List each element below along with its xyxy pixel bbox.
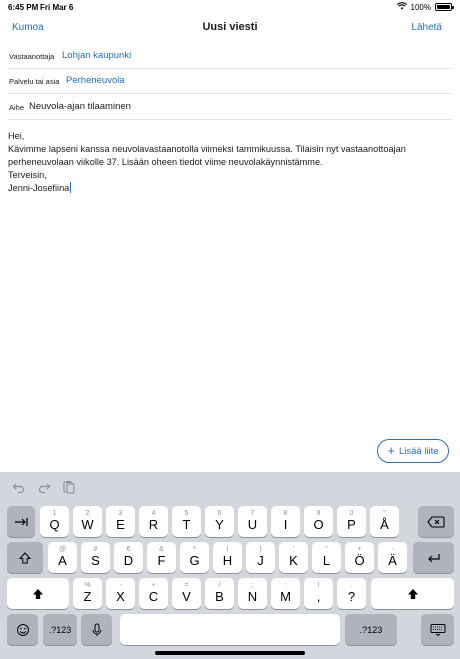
space-key[interactable] [120, 614, 340, 645]
key[interactable] [172, 506, 201, 537]
key-alt-label: 6 [217, 510, 222, 517]
key[interactable] [312, 542, 341, 573]
nav-bar [0, 14, 460, 44]
backspace-key[interactable] [418, 506, 454, 537]
page-title: Uusi viesti [202, 21, 258, 33]
message-line: Hei, [8, 131, 25, 141]
key[interactable] [370, 506, 399, 537]
cancel-button[interactable]: Kumoa [12, 22, 44, 33]
recipient-row[interactable] [0, 43, 460, 69]
send-button[interactable]: Lähetä [411, 22, 442, 33]
key[interactable] [337, 506, 366, 537]
caps-lock-key[interactable] [7, 542, 43, 573]
key[interactable] [180, 542, 209, 573]
key[interactable] [106, 506, 135, 537]
key-label: P [347, 517, 356, 532]
key-alt-label: / [218, 582, 221, 589]
key-label: X [116, 589, 125, 604]
key-label: B [215, 589, 224, 604]
key-alt-label: @ [58, 546, 67, 553]
key-alt-label: 3 [118, 510, 123, 517]
key-label: D [123, 553, 134, 568]
home-indicator [155, 651, 305, 655]
key-label: E [116, 517, 125, 532]
key[interactable] [271, 578, 300, 609]
key-label: K [289, 553, 298, 568]
message-line: Jenni-Josefiina [8, 183, 70, 193]
key-label: S [91, 553, 100, 568]
key-alt-label: + [151, 582, 156, 589]
key-alt-label: 7 [250, 510, 255, 517]
emoji-key[interactable] [7, 614, 38, 645]
key-label: I [283, 517, 288, 532]
key-alt-label: 0 [349, 510, 354, 517]
key-alt-label: 4 [151, 510, 156, 517]
keyboard-toolbar [0, 472, 460, 502]
key[interactable] [205, 578, 234, 609]
key-label: Ä [388, 553, 397, 568]
add-attachment-label: Lisää liite [398, 445, 439, 457]
key[interactable] [139, 578, 168, 609]
key-label: U [247, 517, 258, 532]
key-alt-label: " [325, 546, 328, 553]
key[interactable] [213, 542, 242, 573]
recipient-value[interactable]: Lohjan kaupunki [62, 50, 132, 61]
key[interactable] [238, 506, 267, 537]
battery-percent: 100% [410, 2, 431, 12]
numbers-key-right[interactable] [345, 614, 397, 645]
key-label: ? [347, 589, 356, 604]
key-alt-label: = [184, 582, 189, 589]
key-label: L [322, 553, 331, 568]
key[interactable] [238, 578, 267, 609]
key-alt-label: 8 [283, 510, 288, 517]
key-alt-label: 9 [316, 510, 321, 517]
service-value[interactable]: Perheneuvola [66, 75, 125, 86]
numbers-key-label: .?123 [48, 624, 72, 635]
shift-key-left[interactable] [7, 578, 69, 609]
key-alt-label: 2 [85, 510, 90, 517]
key-alt-label: ( [226, 546, 229, 553]
divider [8, 119, 452, 120]
key-alt-label: - [391, 546, 394, 553]
key-label: N [247, 589, 258, 604]
status-bar [0, 0, 460, 14]
key[interactable] [271, 506, 300, 537]
key[interactable] [304, 578, 333, 609]
key[interactable] [40, 506, 69, 537]
key-label: , [316, 589, 321, 604]
message-line: Kävimme lapseni kanssa neuvolavastaanotolla viimeksi tammikuussa. Tilaisin nyt vastaanottoajan [8, 144, 406, 154]
plus-icon: + [387, 443, 395, 458]
key-label: W [81, 517, 94, 532]
key-label: C [148, 589, 159, 604]
undo-icon[interactable] [12, 480, 26, 494]
subject-label: Aihe [9, 103, 25, 112]
key-alt-label: . [350, 582, 353, 589]
key-alt-label: * [193, 546, 196, 553]
key[interactable] [147, 542, 176, 573]
key-label: J [257, 553, 264, 568]
key-label: V [182, 589, 191, 604]
key-alt-label: 5 [184, 510, 189, 517]
add-attachment-button[interactable] [377, 439, 449, 463]
key-label: G [189, 553, 200, 568]
key-label: M [280, 589, 291, 604]
key-label: F [157, 553, 166, 568]
recipient-label: Vastaanottaja [9, 52, 55, 61]
key-label: O [313, 517, 324, 532]
key[interactable] [106, 578, 135, 609]
service-label: Palvelu tai asia [9, 77, 60, 86]
status-date: Fri Mar 6 [40, 3, 74, 12]
key-alt-label: ' [292, 546, 295, 553]
key-label: R [148, 517, 159, 532]
key-alt-label: 1 [52, 510, 57, 517]
service-row[interactable] [0, 68, 460, 94]
message-line: perheneuvolaan viikolle 37. Lisään oheen tiedot viime neuvolakäynnistämme. [8, 157, 323, 167]
key-alt-label: # [93, 546, 98, 553]
key-alt-label: & [159, 546, 164, 553]
paste-icon[interactable] [62, 480, 76, 494]
redo-icon[interactable] [37, 480, 51, 494]
key[interactable] [139, 506, 168, 537]
shift-key-right[interactable] [371, 578, 454, 609]
text-cursor [70, 182, 71, 193]
key[interactable] [279, 542, 308, 573]
key-label: Y [215, 517, 224, 532]
key[interactable] [304, 506, 333, 537]
key[interactable] [114, 542, 143, 573]
key[interactable] [81, 542, 110, 573]
key-alt-label: ! [317, 582, 320, 589]
battery-icon [435, 3, 452, 11]
key[interactable] [48, 542, 77, 573]
key-label: Q [49, 517, 60, 532]
key-alt-label: % [84, 582, 91, 589]
keyboard [0, 472, 460, 659]
key-label: A [58, 553, 67, 568]
key-alt-label: + [357, 546, 362, 553]
message-line: Terveisin, [8, 170, 47, 180]
key-label: Å [380, 517, 389, 532]
key[interactable] [345, 542, 374, 573]
key[interactable] [337, 578, 366, 609]
key-alt-label: € [126, 546, 131, 553]
subject-row[interactable] [0, 94, 460, 120]
key[interactable] [246, 542, 275, 573]
message-last-line [8, 182, 448, 195]
numbers-key-left[interactable] [43, 614, 77, 645]
tab-key[interactable] [7, 506, 35, 537]
key[interactable] [73, 506, 102, 537]
key-alt-label: ; [251, 582, 254, 589]
key-alt-label: : [284, 582, 287, 589]
numbers-key-label: .?123 [359, 624, 383, 635]
key-alt-label: " [383, 510, 386, 517]
key-label: Z [83, 589, 92, 604]
key[interactable] [205, 506, 234, 537]
return-key[interactable] [413, 542, 454, 573]
wifi-icon [397, 2, 407, 12]
key[interactable] [73, 578, 102, 609]
message-body-textarea[interactable] [8, 130, 448, 195]
status-right [397, 2, 452, 12]
key-alt-label: ) [259, 546, 262, 553]
key-label: T [182, 517, 191, 532]
dictation-key[interactable] [81, 614, 112, 645]
subject-field[interactable]: Neuvola-ajan tilaaminen [29, 101, 131, 112]
key-label: H [222, 553, 233, 568]
key-label: Ö [354, 553, 365, 568]
hide-keyboard-key[interactable] [421, 614, 454, 645]
key-alt-label: - [119, 582, 122, 589]
key[interactable] [378, 542, 407, 573]
key[interactable] [172, 578, 201, 609]
status-time: 6:45 PM [8, 3, 39, 12]
